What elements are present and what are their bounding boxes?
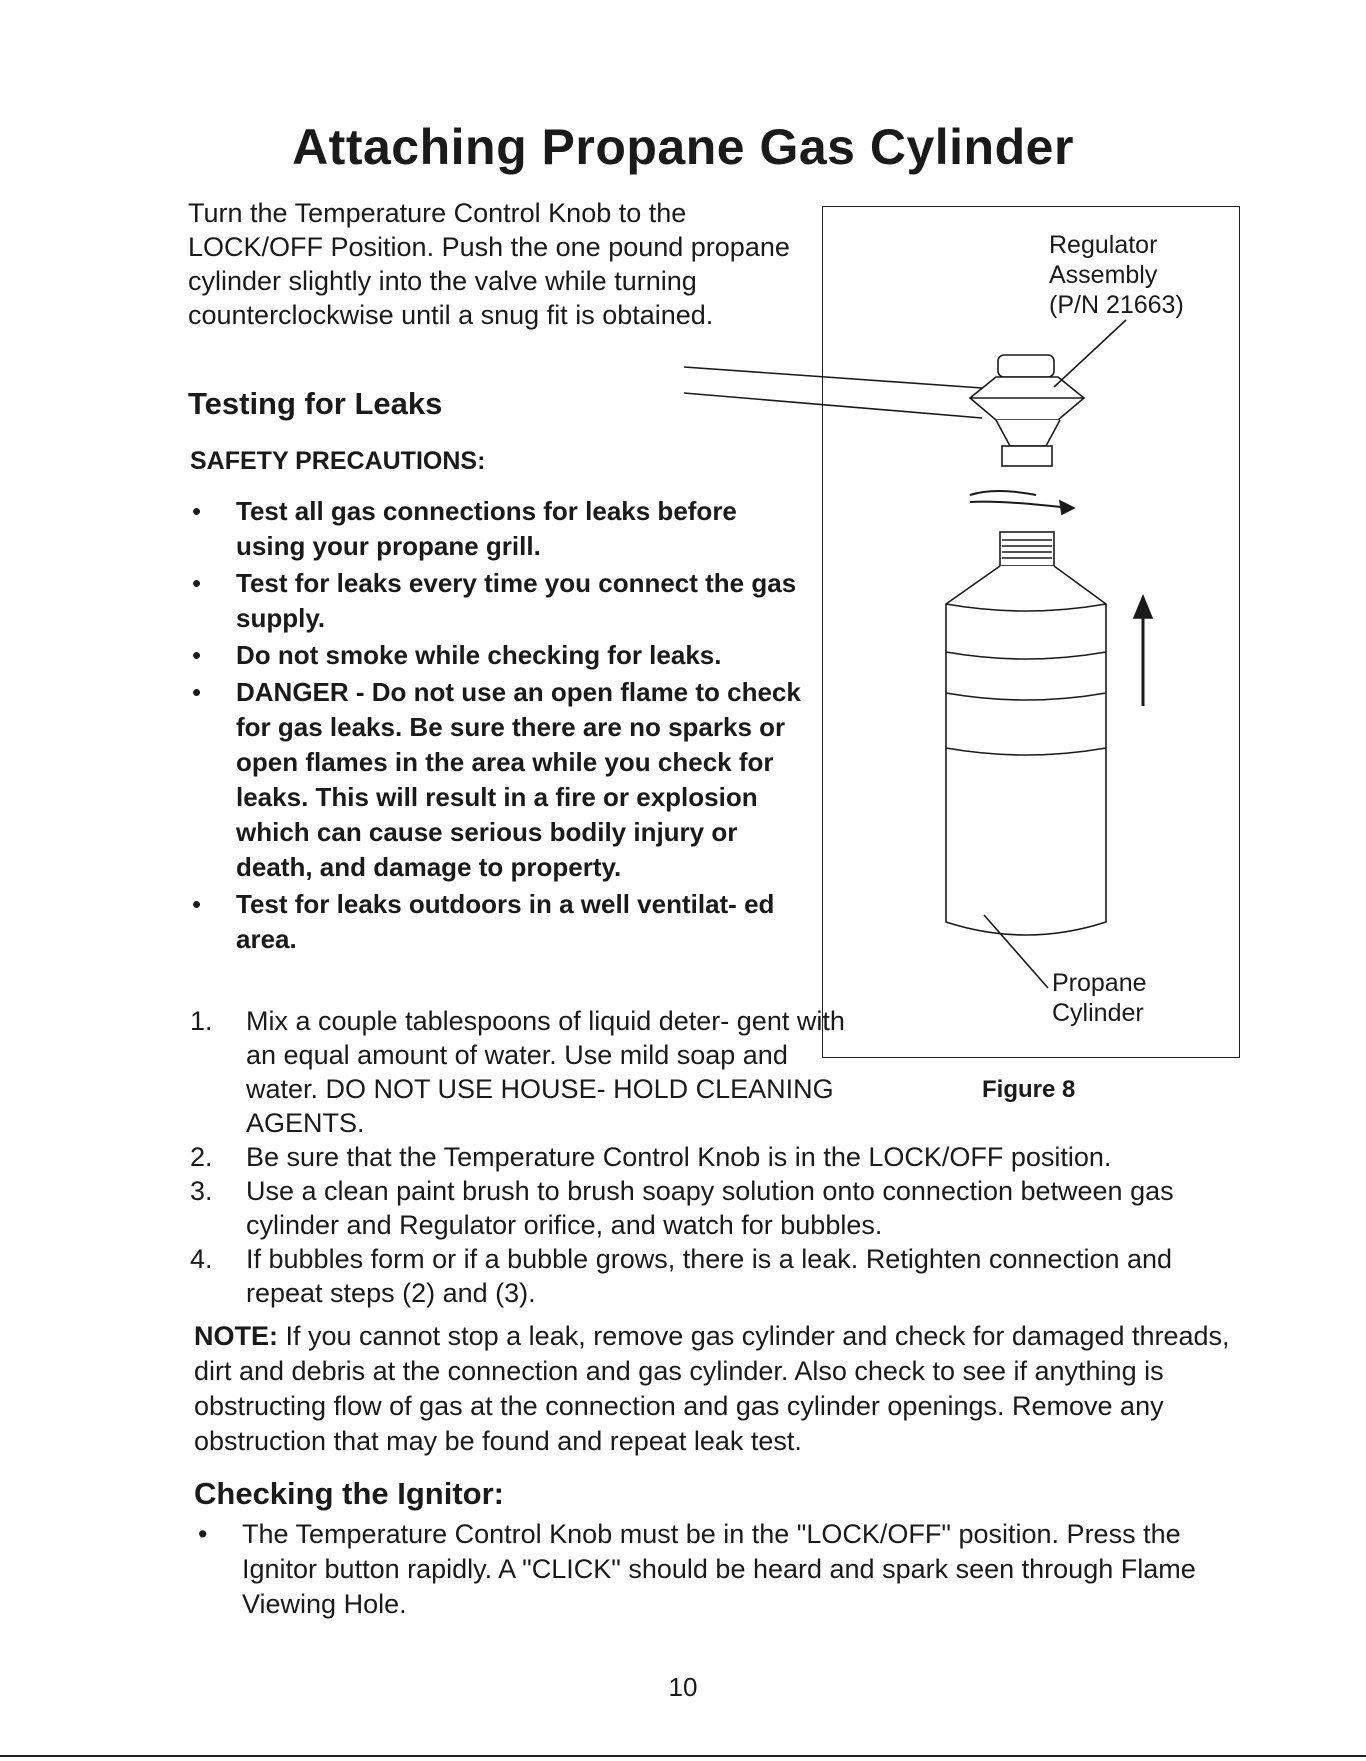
regulator-pointer [1054,320,1126,387]
step-number: 1. [190,1006,213,1036]
cylinder-threads [1000,532,1054,566]
propane-label [1052,968,1147,1028]
leader-line [684,367,982,388]
rotation-arrow-curve [970,502,1070,508]
rotation-arrow-curve [970,491,1036,495]
safety-item-text: Test all gas connections for leaks before using your propane grill. [236,496,737,561]
page-number: 10 [668,1672,698,1702]
propane-label-line: Propane [1052,969,1147,997]
step-text: Use a clean paint brush to brush soapy solution onto connection between gas cylinder and Regulator orifice, and watch for bubbles. [246,1176,1174,1240]
safety-item-text: Test for leaks outdoors in a well ventilat- ed area. [236,889,775,954]
safety-heading: SAFETY PRECAUTIONS: [190,447,486,475]
safety-item-text: Do not smoke while checking for leaks. [236,640,722,670]
ignitor-item-text: The Temperature Control Knob must be in the "LOCK/OFF" position. Press the Ignitor button rapidly. A "CLICK" should be heard and spark seen through Flame Viewing Hole. [242,1519,1196,1619]
figure-caption: Figure 8 [982,1076,1076,1103]
up-arrow-head [1134,596,1152,618]
regulator-valve [1002,446,1052,466]
regulator-neck [996,420,1060,446]
ignitor-heading: Checking the Ignitor: [194,1476,504,1511]
step-text: Mix a couple tablespoons of liquid deter- gent with an equal amount of water. Use mild soap and water. DO NOT USE HOUSE- HOLD CLEANING AGENTS. [246,1006,845,1138]
bullet-icon: • [192,889,202,919]
rotation-arrow-head [1060,501,1074,514]
page-title: Attaching Propane Gas Cylinder [292,119,1074,175]
regulator-label [1049,230,1184,320]
cylinder-body [946,566,1106,935]
step-text: Be sure that the Temperature Control Knob is in the LOCK/OFF position. [246,1142,1112,1172]
bullet-icon: • [192,496,202,526]
bullet-icon: • [192,640,202,670]
testing-heading: Testing for Leaks [188,386,443,421]
step-number: 2. [190,1142,213,1172]
bottom-rule [0,1755,1366,1757]
note-label: NOTE: [194,1321,278,1351]
regulator-label-line: (P/N 21663) [1049,291,1184,319]
propane-label-line: Cylinder [1052,999,1144,1027]
intro-paragraph: Turn the Temperature Control Knob to the LOCK/OFF Position. Push the one pound propane cylinder slightly into the valve while turning counterclockwise until a snug fit is obtained. [188,198,790,330]
step-number: 3. [190,1176,213,1206]
regulator-label-line: Assembly [1049,261,1158,289]
safety-item-text: Test for leaks every time you connect the gas supply. [236,568,797,633]
bullet-icon: • [192,568,202,598]
step-number: 4. [190,1244,213,1274]
leader-line [684,393,982,418]
safety-item-text: DANGER - Do not use an open flame to check for gas leaks. Be sure there are no sparks or open flames in the area while you check for leaks. This will result in a fire or explosion which can cause serious bodily injury or death, and damage to property. [236,677,801,882]
bullet-icon: • [198,1519,208,1549]
bullet-icon: • [192,677,202,707]
regulator-label-line: Regulator [1049,231,1158,259]
step-text: If bubbles form or if a bubble grows, there is a leak. Retighten connection and repeat steps (2) and (3). [246,1244,1173,1308]
note-text: If you cannot stop a leak, remove gas cylinder and check for damaged threads, dirt and debris at the connection and gas cylinder. Also check to see if anything is obstructing flow of gas at the connection and gas cylinder openings. Remove any obstruction that may be found and repeat leak test. [194,1321,1230,1456]
regulator-top [998,355,1054,377]
